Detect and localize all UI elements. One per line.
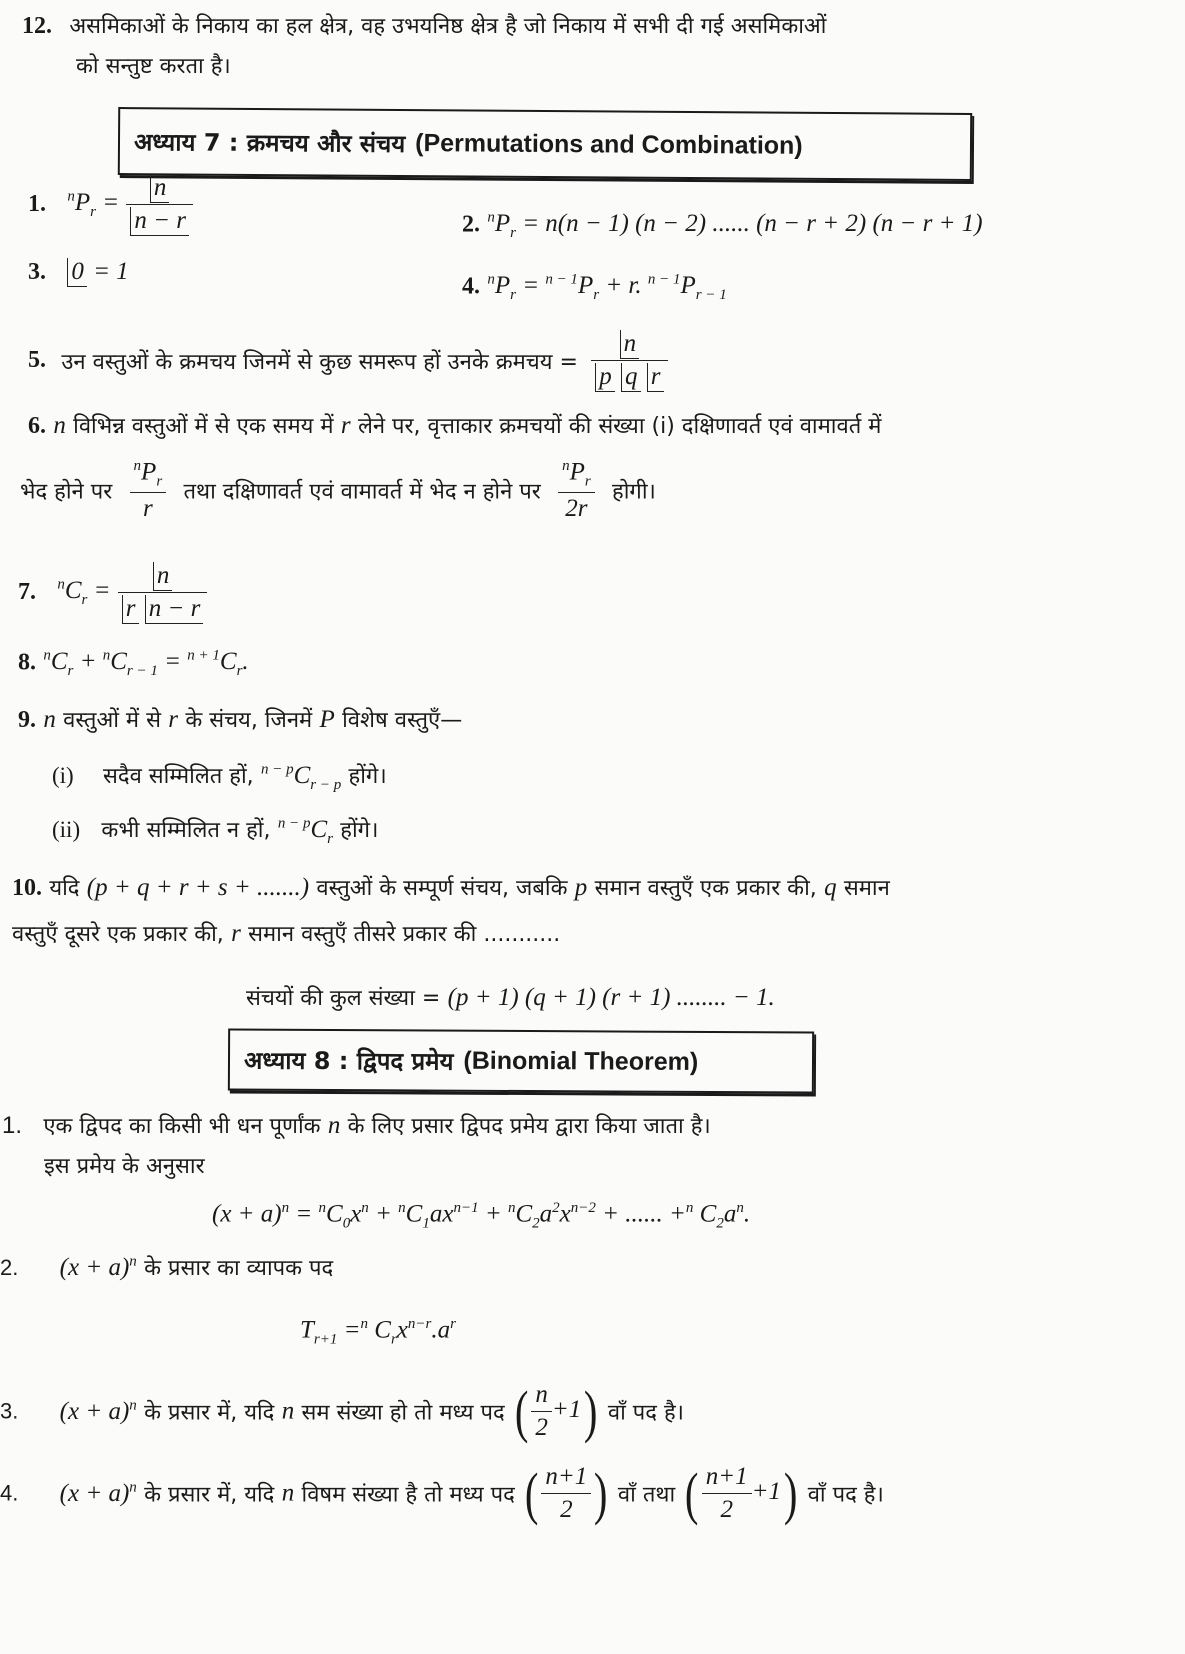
item-number: 2. [0,1255,19,1280]
item-number: 1. [2,1112,23,1139]
item-text: होंगे। [340,818,379,843]
item-number: 10. [12,875,42,901]
item-text: वाँ पद है। [807,1482,884,1508]
formula-pascal: $^nC_r + ^nC_{r - 1} = ^{n + 1}C_r$. [43,648,249,680]
middle-term-odd-1: ( $\frac{n+1}{2}$ ) [524,1461,608,1526]
item-text: के प्रसार का व्यापक पद [144,1256,334,1281]
formula-never-included: $^{n - p}C_r$ [277,815,333,847]
item-text: असमिकाओं के निकाय का हल क्षेत्र, वह उभयनिष्ठ क्षेत्र है जो निकाय में सभी दी गई असमिकाओं [69,14,827,39]
item-text: वाँ पद है। [607,1400,684,1426]
item-number: 3. [0,1398,19,1424]
chapter-title-hindi: अध्याय 7 : क्रमचय और संचय [133,127,406,158]
general-term: $T_{r+1} =^n$ $C_rx^{n-r}.a^r$ [300,1316,456,1348]
item-text: वस्तुओं में से [63,708,161,733]
item-number: 7. [18,579,36,605]
formula-4 [462,272,727,304]
item-text: एक द्विपद का किसी भी धन पूर्णांक [43,1114,321,1139]
item-12-line2: को सन्तुष्ट करता है। [76,54,231,79]
sub-label: (i) [52,763,74,788]
formula-6-line2 [20,458,656,523]
item-text: सदैव सम्मिलित हों, [103,764,254,789]
item-text: संचयों की कुल संख्या = [246,986,441,1011]
formula-ncr: $^nC_r$ = [57,576,111,608]
binomial-expansion: $(x + a)^n = ^nC_0x^n + ^nC_1ax^{n-1} + ^nC_2a^2x^{n-2}$ + ...... +$^n$ $C_2a^n$. [212,1200,751,1232]
formula-9-i [52,760,387,794]
item-text: वस्तुएँ दूसरे एक प्रकार की, [12,922,224,947]
item-text: विषम संख्या है तो मध्य पद [301,1482,515,1508]
item-text: होंगे। [348,764,387,789]
fraction: $\frac{n}{\text{p q r}}$ [591,330,667,391]
middle-term-even: ( $\frac{n}{2}$ +1) [514,1379,598,1444]
binomial-2: 2. $(x + a)^n$ के प्रसार का व्यापक पद [0,1253,334,1281]
item-number: 1. [28,191,46,217]
binomial-4: 4. $(x + a)^n$ के प्रसार में, यदि n विषम संख्या है तो मध्य पद ( $\frac{n+1}{2}$ ) वाँ तथा ( $\frac{n+1}{2}$ +1) वाँ पद है। [0,1461,884,1526]
binomial-1-line2: इस प्रमेय के अनुसार [44,1154,205,1179]
item-12 [22,10,826,40]
formula-10-line2: वस्तुएँ दूसरे एक प्रकार की, r समान वस्तुएँ तीसरे प्रकार की ........... [12,920,561,947]
item-text: समान [843,876,890,901]
chapter-title-english: (Binomial Theorem) [463,1046,699,1076]
item-text: भेद होने पर [20,479,113,505]
item-number: 9. [18,707,36,733]
formula-5 [28,330,668,391]
item-number: 8. [18,649,36,676]
item-text: विशेष वस्तुएँ— [342,708,463,733]
item-text: के प्रसार में, यदि [144,1482,275,1508]
item-text: के संचय, जिनमें [185,708,313,733]
binomial-1: 1. एक द्विपद का किसी भी धन पूर्णांक n के लिए प्रसार द्विपद प्रमेय द्वारा किया जाता है। [2,1112,711,1139]
item-number: 6. [28,413,46,439]
fraction: $\frac{n}{n - r}$ [126,174,193,235]
item-text: समान वस्तुएँ एक प्रकार की, [594,876,817,901]
formula-3 [28,258,129,286]
item-text: होगी। [612,479,656,505]
sub-label: (ii) [52,817,81,842]
formula-npr-recurrence: $^nP_r = ^{n - 1}P_r + r$. $^{n - 1}P_{r - 1}$ [487,272,727,304]
chapter-title-hindi: अध्याय 8 : द्विपद प्रमेय [243,1046,454,1076]
item-text: वाँ तथा [617,1482,676,1508]
middle-term-odd-2: ( $\frac{n+1}{2}$ +1) [685,1461,798,1526]
formula-npr-product: $^nP_r = n(n - 1) (n - 2)$ ...... (n − r + 2) (n − r + 1) [487,210,983,242]
item-number: 4. [462,273,480,300]
item-text: सम संख्या हो तो मध्य पद [301,1400,505,1426]
formula-1 [28,174,193,235]
fraction: $\frac{n}{\text{r n − r}}$ [118,562,208,623]
item-text: तथा दक्षिणावर्त एवं वामावर्त में भेद न होने पर [183,479,541,505]
formula-7 [18,562,207,623]
formula-zero-factorial: 0 = 1 [67,258,128,285]
chapter-title-english: (Permutations and Combination) [415,128,803,160]
formula-10-line1: 10. यदि (p + q + r + s + .......) वस्तुओं के सम्पूर्ण संचय, जबकि p समान वस्तुएँ एक प्रकार की, q समान [12,874,890,901]
item-text: विभिन्न वस्तुओं में से एक समय में [73,414,334,439]
item-text: उन वस्तुओं के क्रमचय जिनमें से कुछ समरूप हों उनके क्रमचय = [61,349,578,375]
item-number: 2. [462,211,480,238]
formula-10-total: संचयों की कुल संख्या = (p + 1) (q + 1) (r + 1) ........ − 1. [246,984,775,1011]
item-number: 12. [22,13,52,39]
formula-2 [462,210,983,242]
chapter-8-heading [228,1028,814,1093]
formula-6-line1: 6. n विभिन्न वस्तुओं में से एक समय में r लेने पर, वृत्ताकार क्रमचयों की संख्या (i) दक्षिणावर्त एवं वामावर्त में [28,412,882,439]
formula-npr: $^nP_r$ = [67,188,120,220]
item-text: के प्रसार में, यदि [144,1400,275,1426]
item-number: 5. [28,347,46,373]
item-text: समान वस्तुएँ तीसरे प्रकार की ........... [248,922,561,947]
chapter-7-heading [118,107,972,181]
item-text: कभी सम्मिलित न हों, [101,818,271,843]
formula-always-included: $^{n - p}C_{r - p}$ [260,761,342,793]
item-text: लेने पर, वृत्ताकार क्रमचयों की संख्या (i) दक्षिणावर्त एवं वामावर्त में [357,414,882,439]
item-number: 3. [28,259,46,285]
item-number: 4. [0,1480,19,1506]
item-text: वस्तुओं के सम्पूर्ण संचय, जबकि [316,876,568,901]
fraction: $\frac{^nP_r}{r}$ [130,458,167,523]
formula-9-ii [52,814,378,848]
item-text: यदि [49,876,80,901]
item-text: के लिए प्रसार द्विपद प्रमेय द्वारा किया जाता है। [347,1114,711,1139]
fraction: $\frac{^nP_r}{2r}$ [558,458,595,523]
binomial-3: 3. $(x + a)^n$ के प्रसार में, यदि n सम संख्या हो तो मध्य पद ( $\frac{n}{2}$ +1) वाँ पद है। [0,1379,684,1444]
formula-9: 9. n वस्तुओं में से r के संचय, जिनमें P विशेष वस्तुएँ— [18,706,463,733]
formula-8 [18,648,249,680]
